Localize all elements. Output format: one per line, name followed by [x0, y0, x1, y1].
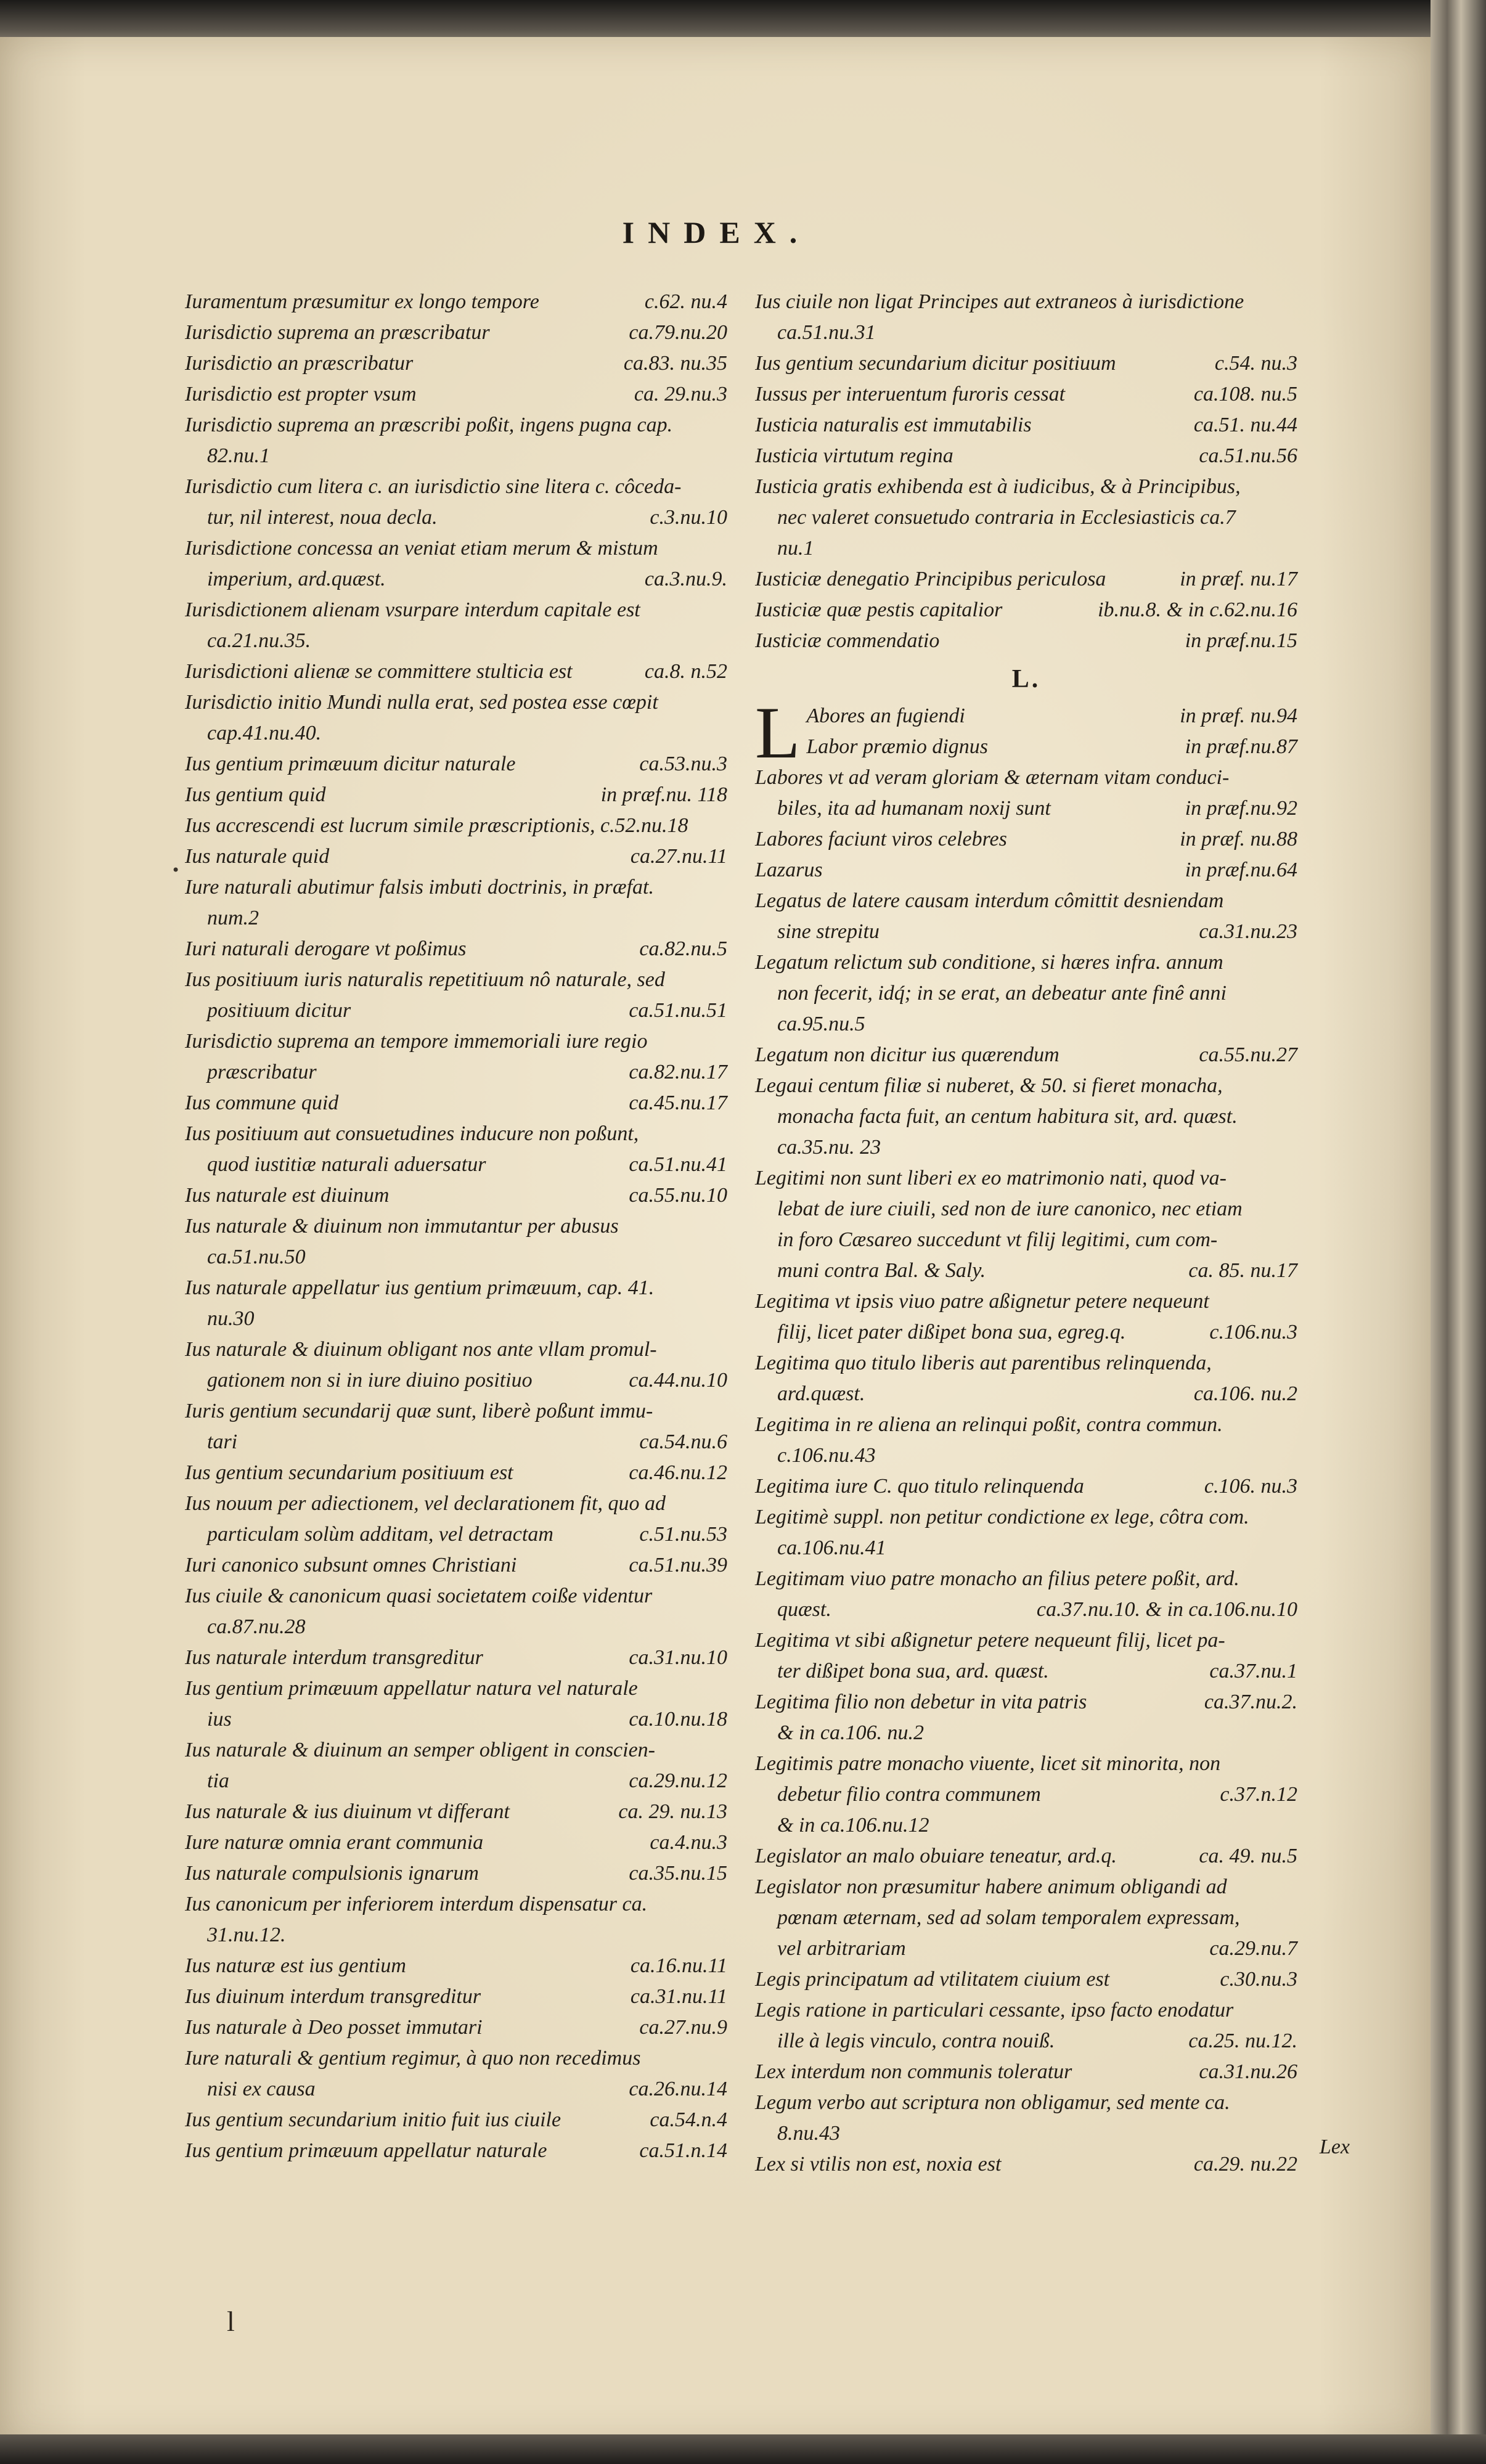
index-entry — [755, 471, 1297, 564]
entry-continuation: ca.51.nu.50 — [207, 1246, 306, 1268]
entry-reference: ca.44.nu.10 — [629, 1369, 727, 1392]
entry-reference: in præf. nu.17 — [1180, 568, 1297, 590]
entry-reference: ca.79.nu.20 — [629, 321, 727, 344]
book-edge-right — [1431, 0, 1486, 2464]
entry-headword: Ius naturale interdum transgreditur — [185, 1646, 483, 1669]
index-entry — [185, 1642, 727, 1673]
entry-reference: ca.37.nu.2. — [1204, 1691, 1297, 1713]
entry-headword: Legitima filio non debetur in vita patris — [755, 1691, 1087, 1713]
entry-reference: ca. 29.nu.3 — [634, 383, 727, 406]
index-entry — [185, 1581, 727, 1642]
entry-headword: Ius positiuum iuris naturalis repetitiuum nô naturale, sed — [185, 968, 665, 991]
entry-reference: ca.51.nu.39 — [629, 1554, 727, 1577]
index-entry — [185, 841, 727, 872]
entry-headword: Legatum relictum sub conditione, si hæres infra. annum — [755, 951, 1223, 974]
entry-headword: Iuri canonico subsunt omnes Christiani — [185, 1554, 517, 1577]
index-entry — [755, 441, 1297, 471]
index-entry — [185, 1858, 727, 1889]
entry-reference: ca.51.nu.51 — [629, 999, 727, 1022]
entry-headword: Legis principatum ad vtilitatem ciuium est — [755, 1968, 1110, 1991]
entry-continuation: vel arbitrariam — [777, 1937, 906, 1960]
page — [0, 37, 1433, 2444]
entry-continuation: nu.1 — [777, 537, 814, 560]
entry-headword: Ius naturæ est ius gentium — [185, 1954, 406, 1977]
entry-reference: ca.51.n.14 — [639, 2139, 727, 2162]
entry-headword: Abores an fugiendi — [806, 704, 965, 727]
index-entry — [185, 1026, 727, 1088]
entry-reference: ca. 49. nu.5 — [1199, 1845, 1297, 1867]
index-entry — [755, 947, 1297, 1040]
entry-headword: Labor præmio dignus — [806, 735, 989, 758]
index-entry — [185, 1827, 727, 1858]
entry-reference: ca.55.nu.27 — [1199, 1043, 1297, 1066]
entry-headword: Legitimè suppl. non petitur condictione ex lege, côtra com. — [755, 1506, 1249, 1528]
index-entry — [755, 626, 1297, 656]
entry-reference: c.51.nu.53 — [639, 1523, 727, 1546]
entry-headword: Iure naturæ omnia erant communia — [185, 1831, 484, 1854]
entry-headword: Legitima vt ipsis viuo patre aßignetur petere nequeunt — [755, 1290, 1209, 1313]
index-entry — [185, 1088, 727, 1119]
entry-reference: ca.37.nu.10. & in ca.106.nu.10 — [1036, 1598, 1297, 1621]
index-entry — [755, 1286, 1297, 1348]
index-entry — [185, 471, 727, 533]
index-entry — [755, 564, 1297, 595]
entry-continuation: nu.30 — [207, 1307, 255, 1330]
entry-reference: ca.29.nu.7 — [1209, 1937, 1297, 1960]
index-entry — [755, 2149, 1297, 2180]
entry-reference: c.54. nu.3 — [1214, 352, 1297, 375]
index-entry — [185, 1951, 727, 1981]
index-entry — [755, 1872, 1297, 1964]
entry-continuation: nec valeret consuetudo contraria in Ecclesiasticis ca.7 — [777, 506, 1236, 529]
entry-reference: ca.54.n.4 — [650, 2108, 727, 2131]
index-entry — [185, 1273, 727, 1334]
entry-continuation: præscribatur — [207, 1061, 317, 1083]
entry-headword: Ius nouum per adiectionem, vel declarationem fit, quo ad — [185, 1492, 666, 1515]
entry-reference: c.106. nu.3 — [1204, 1475, 1297, 1498]
entry-continuation: ter dißipet bona sua, ard. quæst. — [777, 1660, 1049, 1683]
entry-reference: in præf.nu.15 — [1185, 629, 1297, 652]
entry-headword: Lazarus — [755, 859, 823, 881]
entry-headword: Iusticiæ denegatio Principibus periculosa — [755, 568, 1106, 590]
entry-reference: ca. 29. nu.13 — [618, 1800, 727, 1823]
index-entry — [755, 1071, 1297, 1163]
index-entry — [755, 379, 1297, 410]
entry-headword: Iurisdictio cum litera c. an iurisdictio sine litera c. côceda- — [185, 475, 682, 498]
index-entry — [755, 1841, 1297, 1872]
entry-reference: ca.31.nu.10 — [629, 1646, 727, 1669]
index-entry — [755, 762, 1297, 824]
drop-cap: L — [755, 691, 801, 773]
entry-continuation: tur, nil interest, noua decla. — [207, 506, 438, 529]
index-entry — [185, 687, 727, 749]
entry-headword: & in ca.106. nu.2 — [777, 1721, 924, 1744]
entry-continuation: particulam solùm additam, vel detractam — [207, 1523, 553, 1546]
entry-continuation: 82.nu.1 — [207, 444, 270, 467]
entry-headword: Legaui centum filiæ si nuberet, & 50. si fieret monacha, — [755, 1074, 1223, 1097]
entry-reference: in præf. nu.94 — [1180, 704, 1297, 727]
entry-headword: Lex interdum non communis toleratur — [755, 2060, 1072, 2083]
entry-reference: ca.82.nu.5 — [639, 937, 727, 960]
entry-headword: Iurisdictio initio Mundi nulla erat, sed postea esse cœpit — [185, 691, 658, 714]
entry-headword: Ius gentium secundarium dicitur positiuum — [755, 352, 1116, 375]
index-entry — [755, 410, 1297, 441]
entry-reference: ca.83. nu.35 — [623, 352, 727, 375]
index-entry — [185, 1458, 727, 1488]
index-entry — [185, 2043, 727, 2105]
entry-headword: Ius gentium quid — [185, 783, 326, 806]
entry-reference: c.3.nu.10 — [650, 506, 727, 529]
entry-reference: ca.106. nu.2 — [1193, 1382, 1297, 1405]
index-entry — [755, 824, 1297, 855]
entry-reference: c.106.nu.3 — [1209, 1321, 1297, 1344]
entry-reference: in præf.nu.64 — [1185, 859, 1297, 881]
index-entry — [185, 1797, 727, 1827]
entry-reference: ca.37.nu.1 — [1209, 1660, 1297, 1683]
entry-headword: Ius naturale & ius diuinum vt differant — [185, 1800, 510, 1823]
right-column — [755, 287, 1297, 2180]
entry-reference: c.30.nu.3 — [1220, 1968, 1297, 1991]
entry-headword: Legitima vt sibi aßignetur petere nequeunt filij, licet pa- — [755, 1629, 1225, 1652]
entry-headword: Iusticiæ commendatio — [755, 629, 940, 652]
entry-headword: Ius naturale est diuinum — [185, 1184, 390, 1207]
entry-continuation: imperium, ard.quæst. — [207, 568, 386, 590]
entry-headword: Iusticia virtutum regina — [755, 444, 953, 467]
entry-reference: ca.16.nu.11 — [630, 1954, 727, 1977]
index-entry — [185, 1550, 727, 1581]
entry-headword: Ius ciuile non ligat Principes aut extraneos à iurisdictione — [755, 290, 1244, 313]
index-entry — [755, 1471, 1297, 1502]
entry-headword: & in ca.106.nu.12 — [777, 1814, 929, 1837]
entry-continuation: ca.35.nu. 23 — [777, 1136, 881, 1159]
entry-headword: Ius naturale & diuinum an semper obligent in conscien- — [185, 1739, 656, 1761]
entry-continuation: ca.106.nu.41 — [777, 1536, 886, 1559]
book-edge-bottom — [0, 2434, 1486, 2464]
entry-headword: Legitimis patre monacho viuente, licet sit minorita, non — [755, 1752, 1221, 1775]
index-entry — [185, 872, 727, 934]
page-header: INDEX. — [622, 215, 811, 250]
entry-headword: Iurisdictio suprema an tempore immemoriali iure regio — [185, 1030, 648, 1053]
entry-reference: ca.27.nu.9 — [639, 2016, 727, 2039]
index-entry — [185, 1889, 727, 1951]
entry-headword: Legum verbo aut scriptura non obligamur, sed mente ca. — [755, 2091, 1230, 2114]
entry-reference: ca.35.nu.15 — [629, 1862, 727, 1885]
entry-reference: ca.8. n.52 — [644, 660, 727, 683]
entry-reference: ca.82.nu.17 — [629, 1061, 727, 1083]
entry-continuation: quod iustitiæ naturali aduersatur — [207, 1153, 486, 1176]
entry-continuation: filij, licet pater dißipet bona sua, egreg.q. — [777, 1321, 1126, 1344]
entry-headword: Ius diuinum interdum transgreditur — [185, 1985, 481, 2008]
entry-continuation: pœnam æternam, sed ad solam temporalem expressam, — [777, 1906, 1240, 1929]
entry-continuation: ius — [207, 1708, 232, 1731]
entry-continuation: 31.nu.12. — [207, 1923, 286, 1946]
index-entry — [185, 1673, 727, 1735]
entry-headword: Ius naturale & diuinum obligant nos ante vllam promul- — [185, 1338, 657, 1361]
entry-headword: Iurisdictio an præscribatur — [185, 352, 414, 375]
entry-continuation: ille à legis vinculo, contra nouiß. — [777, 2030, 1055, 2052]
index-entry — [755, 1163, 1297, 1286]
index-entry — [755, 1409, 1297, 1471]
entry-headword: Legatus de latere causam interdum cômittit desniendam — [755, 889, 1224, 912]
index-entry — [185, 317, 727, 348]
index-entry — [185, 810, 727, 841]
entry-headword: Ius naturale & diuinum non immutantur per abusus — [185, 1215, 619, 1238]
index-entry — [755, 1348, 1297, 1409]
entry-headword: Labores vt ad veram gloriam & æternam vitam conduci- — [755, 766, 1230, 789]
entry-continuation: nisi ex causa — [207, 2078, 316, 2100]
entry-continuation: positiuum dicitur — [207, 999, 351, 1022]
entry-continuation: ard.quæst. — [777, 1382, 865, 1405]
entry-continuation: tia — [207, 1769, 229, 1792]
entry-reference: ca.51.nu.41 — [629, 1153, 727, 1176]
entry-reference: in præf.nu.87 — [1185, 735, 1297, 758]
entry-reference: ca.29. nu.22 — [1193, 2153, 1297, 2176]
entry-headword: Ius gentium secundarium initio fuit ius ciuile — [185, 2108, 561, 2131]
entry-headword: Ius gentium secundarium positiuum est — [185, 1461, 513, 1484]
entry-continuation: muni contra Bal. & Saly. — [777, 1259, 986, 1282]
entry-continuation: cap.41.nu.40. — [207, 722, 322, 745]
index-entry — [185, 2105, 727, 2136]
entry-headword: Legis ratione in particulari cessante, ipso facto enodatur — [755, 1999, 1234, 2021]
entry-headword: Iure naturali & gentium regimur, à quo non recedimus — [185, 2047, 641, 2070]
entry-continuation: 8.nu.43 — [777, 2122, 840, 2145]
entry-reference: ca.51.nu.56 — [1199, 444, 1297, 467]
entry-reference: ca.54.nu.6 — [639, 1430, 727, 1453]
index-entry — [755, 855, 1297, 886]
entry-continuation: quæst. — [777, 1598, 831, 1621]
index-entry — [185, 1488, 727, 1550]
entry-reference: ca.31.nu.11 — [630, 1985, 727, 2008]
entry-headword: Legitima quo titulo liberis aut parentibus relinquenda, — [755, 1352, 1212, 1374]
entry-headword: Iusticia naturalis est immutabilis — [755, 414, 1032, 436]
entry-headword: Ius gentium primæuum appellatur natura vel naturale — [185, 1677, 638, 1700]
index-entry — [755, 595, 1297, 626]
index-entry — [755, 287, 1297, 348]
right-column-l-entries — [755, 691, 1297, 2180]
entry-headword: Iurisdictio est propter vsum — [185, 383, 417, 406]
catchword: Lex — [1319, 2136, 1350, 2158]
entry-headword: Iuri naturali derogare vt poßimus — [185, 937, 467, 960]
index-entry — [755, 1995, 1297, 2057]
entry-reference: ca. 85. nu.17 — [1188, 1259, 1297, 1282]
index-entry — [755, 1718, 1297, 1748]
index-entry — [185, 2012, 727, 2043]
entry-continuation: biles, ita ad humanam noxij sunt — [777, 797, 1051, 820]
entry-reference: in præf.nu. 118 — [600, 783, 727, 806]
entry-headword: Iurisdictioni alienæ se committere stulticia est — [185, 660, 573, 683]
index-entry — [185, 1735, 727, 1797]
entry-reference: ib.nu.8. & in c.62.nu.16 — [1098, 598, 1297, 621]
entry-reference: ca.31.nu.23 — [1199, 920, 1297, 943]
entry-headword: Legitima iure C. quo titulo relinquenda — [755, 1475, 1084, 1498]
entry-headword: Ius naturale à Deo posset immutari — [185, 2016, 483, 2039]
entry-reference: ca.51. nu.44 — [1193, 414, 1297, 436]
entry-headword: Ius gentium primæuum appellatur naturale — [185, 2139, 547, 2162]
entry-headword: Ius naturale quid — [185, 845, 330, 868]
entry-headword: Iurisdictio suprema an præscribi poßit, ingens pugna cap. — [185, 414, 673, 436]
entry-continuation: gationem non si in iure diuino positiuo — [207, 1369, 533, 1392]
entry-reference: ca.26.nu.14 — [629, 2078, 727, 2100]
entry-headword: Ius positiuum aut consuetudines inducure non poßunt, — [185, 1122, 639, 1145]
entry-headword: Lex si vtilis non est, noxia est — [755, 2153, 1002, 2176]
entry-headword: Iure naturali abutimur falsis imbuti doctrinis, in præfat. — [185, 876, 654, 899]
index-entry — [755, 1964, 1297, 1995]
entry-continuation: monacha facta fuit, an centum habitura sit, ard. quæst. — [777, 1105, 1238, 1128]
entry-headword: Iurisdictione concessa an veniat etiam merum & mistum — [185, 537, 658, 560]
entry-reference: c.62. nu.4 — [644, 290, 727, 313]
entry-continuation: ca.21.nu.35. — [207, 629, 311, 652]
entry-headword: Legislator non præsumitur habere animum obligandi ad — [755, 1875, 1227, 1898]
index-entry — [755, 1564, 1297, 1625]
entry-reference: ca.53.nu.3 — [639, 753, 727, 775]
index-entry — [185, 780, 727, 810]
entry-reference: c.37.n.12 — [1220, 1783, 1297, 1806]
entry-reference: ca.29.nu.12 — [629, 1769, 727, 1792]
index-entry — [185, 533, 727, 595]
index-entry — [755, 886, 1297, 947]
entry-headword: Iusticiæ quæ pestis capitalior — [755, 598, 1003, 621]
index-entry — [185, 2136, 727, 2166]
index-entry — [755, 1625, 1297, 1687]
entry-reference: in præf. nu.88 — [1180, 828, 1297, 851]
index-entry — [185, 1180, 727, 1211]
index-entry — [755, 2087, 1297, 2149]
index-entry — [185, 379, 727, 410]
entry-headword: Iurisdictio suprema an præscribatur — [185, 321, 490, 344]
entry-headword: Ius commune quid — [185, 1091, 339, 1114]
entry-headword: Ius canonicum per inferiorem interdum dispensatur ca. — [185, 1893, 648, 1915]
entry-continuation: ca.51.nu.31 — [777, 321, 876, 344]
entry-reference: ca.45.nu.17 — [629, 1091, 727, 1114]
index-entry — [185, 1981, 727, 2012]
entry-headword: Legitima in re aliena an relinqui poßit, contra commun. — [755, 1413, 1223, 1436]
entry-headword: Iussus per interuentum furoris cessat — [755, 383, 1066, 406]
entry-headword: Ius accrescendi est lucrum simile præscriptionis, c.52.nu.18 — [185, 814, 688, 837]
index-entry — [755, 732, 1297, 762]
entry-continuation: ca.95.nu.5 — [777, 1013, 865, 1035]
index-entry — [185, 1396, 727, 1458]
entry-reference: ca.4.nu.3 — [650, 1831, 727, 1854]
entry-headword: Iuris gentium secundarij quæ sunt, liberè poßunt immu- — [185, 1400, 653, 1422]
entry-headword: Legislator an malo obuiare teneatur, ard.q. — [755, 1845, 1117, 1867]
index-entry — [755, 1810, 1297, 1841]
entry-headword: Ius naturale compulsionis ignarum — [185, 1862, 479, 1885]
index-entry — [185, 1211, 727, 1273]
left-column — [185, 287, 727, 2166]
entry-continuation: debetur filio contra communem — [777, 1783, 1041, 1806]
entry-reference: ca.10.nu.18 — [629, 1708, 727, 1731]
entry-continuation: c.106.nu.43 — [777, 1444, 876, 1467]
entry-headword: Iusticia gratis exhibenda est à iudicibus, & à Principibus, — [755, 475, 1241, 498]
right-column-j-entries — [755, 287, 1297, 656]
entry-headword: Ius gentium primæuum dicitur naturale — [185, 753, 516, 775]
index-entry — [185, 934, 727, 965]
entry-reference: ca.108. nu.5 — [1193, 383, 1297, 406]
index-entry — [185, 595, 727, 656]
section-letter: L. — [1011, 665, 1041, 693]
entry-continuation: lebat de iure ciuili, sed non de iure canonico, nec etiam — [777, 1197, 1243, 1220]
entry-headword: Legitimam viuo patre monacho an filius petere poßit, ard. — [755, 1567, 1239, 1590]
index-entry — [755, 1502, 1297, 1564]
entry-continuation: non fecerit, idq́; in se erat, an debeatur ante finê anni — [777, 982, 1227, 1005]
index-entry — [185, 965, 727, 1026]
index-entry — [185, 287, 727, 317]
index-entry — [755, 1687, 1297, 1718]
entry-reference: ca.55.nu.10 — [629, 1184, 727, 1207]
index-entry — [185, 410, 727, 471]
index-entry — [185, 1334, 727, 1396]
entry-headword: Labores faciunt viros celebres — [755, 828, 1007, 851]
entry-headword: Legatum non dicitur ius quærendum — [755, 1043, 1059, 1066]
entry-reference: in præf.nu.92 — [1185, 797, 1297, 820]
entry-continuation: tari — [207, 1430, 238, 1453]
index-entry — [755, 348, 1297, 379]
entry-reference: ca.46.nu.12 — [629, 1461, 727, 1484]
entry-reference: ca.31.nu.26 — [1199, 2060, 1297, 2083]
entry-headword: Iurisdictionem alienam vsurpare interdum capitale est — [185, 598, 640, 621]
index-entry — [185, 749, 727, 780]
entry-reference: ca.3.nu.9. — [644, 568, 727, 590]
index-entry — [185, 348, 727, 379]
entry-reference: ca.25. nu.12. — [1188, 2030, 1297, 2052]
margin-mark: • — [171, 862, 181, 879]
signature-mark: l — [227, 2306, 235, 2337]
entry-headword: Ius naturale appellatur ius gentium primæuum, cap. 41. — [185, 1276, 655, 1299]
entry-continuation: in foro Cæsareo succedunt vt filij legitimi, cum com- — [777, 1228, 1218, 1251]
entry-continuation: num.2 — [207, 907, 259, 929]
entry-headword: Legitimi non sunt liberi ex eo matrimonio nati, quod va- — [755, 1167, 1227, 1189]
entry-continuation: ca.87.nu.28 — [207, 1615, 306, 1638]
entry-headword: Ius ciuile & canonicum quasi societatem coiße videntur — [185, 1585, 653, 1607]
index-entry — [755, 1040, 1297, 1071]
entry-reference: ca.27.nu.11 — [630, 845, 727, 868]
index-entry — [185, 1119, 727, 1180]
index-entry — [755, 1748, 1297, 1810]
entry-continuation: sine strepitu — [777, 920, 880, 943]
index-entry — [755, 2057, 1297, 2087]
entry-headword: Iuramentum præsumitur ex longo tempore — [185, 290, 539, 313]
index-entry — [185, 656, 727, 687]
